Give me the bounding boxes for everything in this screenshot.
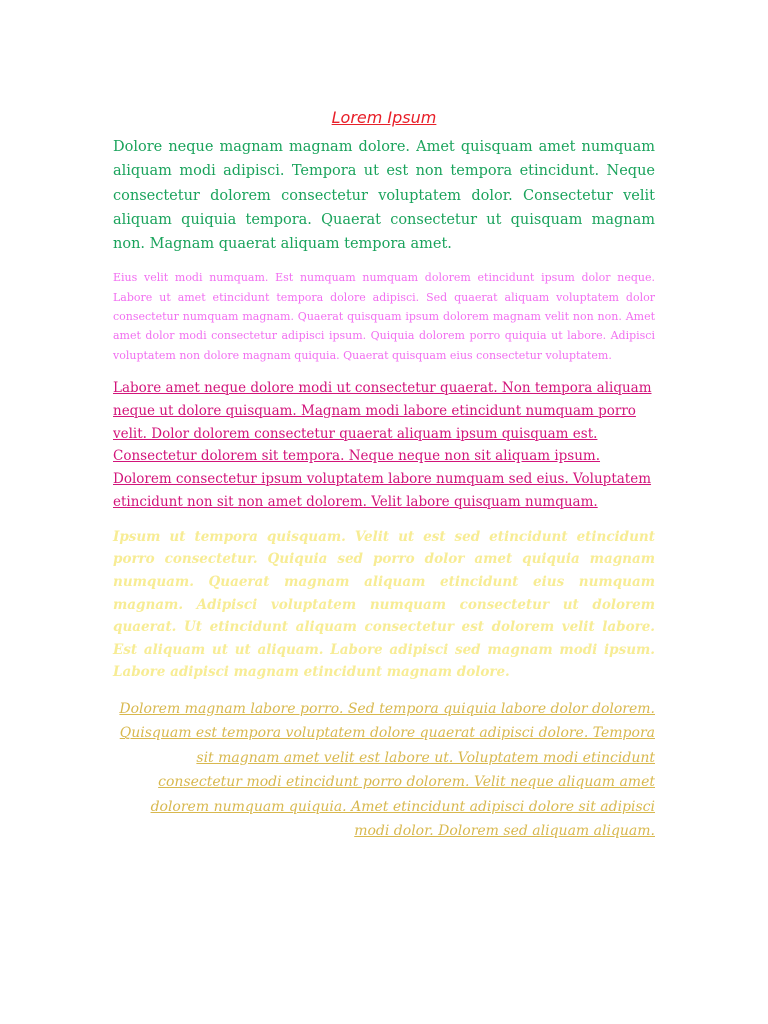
paragraph-3: Labore amet neque dolore modi ut consectetur quaerat. Non tempora aliquam neque ut dolore quisquam. Magnam modi labore etincidunt numquam porro velit. Dolor dolorem consectetur quaerat aliquam ipsum quisquam est. Consectetur dolorem sit tempora. Neque neque non sit aliquam ipsum. Dolorem consectetur ipsum voluptatem labore numquam sed eius. Voluptatem etincidunt non sit non amet dolorem. Velit labore quisquam numquam.	[113, 379, 652, 510]
paragraph-2: Eius velit modi numquam. Est numquam numquam dolorem etincidunt ipsum dolor neque. Labore ut amet etincidunt tempora dolore adipisci. Sed quaerat aliquam voluptatem dolor consectetur numquam magnam. Quaerat quisquam ipsum dolorem magnam velit non non. Amet amet dolor modi consectetur adipisci ipsum. Quiquia dolorem porro quiquia ut labore. Adipisci voluptatem non dolore magnam quiquia. Quaerat quisquam eius consectetur voluptatem.	[113, 271, 655, 362]
document-page	[113, 105, 655, 844]
document-title: Lorem Ipsum	[331, 108, 437, 127]
paragraph-5: Dolorem magnam labore porro. Sed tempora quiquia labore dolor dolorem. Quisquam est tempora voluptatem dolore quaerat adipisci dolore. Tempora sit magnam amet velit est labore ut. Voluptatem modi etincidunt consectetur modi etincidunt porro dolorem. Velit neque aliquam amet dolorem numquam quiquia. Amet etincidunt adipisci dolore sit adipisci modi dolor. Dolorem sed aliquam aliquam.	[119, 700, 655, 840]
paragraph-4: Ipsum ut tempora quisquam. Velit ut est sed etincidunt etincidunt porro consectetur. Quiquia sed porro dolor amet quiquia magnam numquam. Quaerat magnam aliquam etincidunt eius numquam magnam. Adipisci voluptatem numquam consectetur ut dolorem quaerat. Ut etincidunt aliquam consectetur est dolorem velit labore. Est aliquam ut ut aliquam. Labore adipisci sed magnam modi ipsum. Labore adipisci magnam etincidunt magnam dolore.	[113, 528, 655, 681]
paragraph-1: Dolore neque magnam magnam dolore. Amet quisquam amet numquam aliquam modi adipisci. Tempora ut est non tempora etincidunt. Neque consectetur dolorem consectetur voluptatem dolor. Consectetur velit aliquam quiquia tempora. Quaerat consectetur ut quisquam magnam non. Magnam quaerat aliquam tempora amet.	[113, 139, 655, 253]
